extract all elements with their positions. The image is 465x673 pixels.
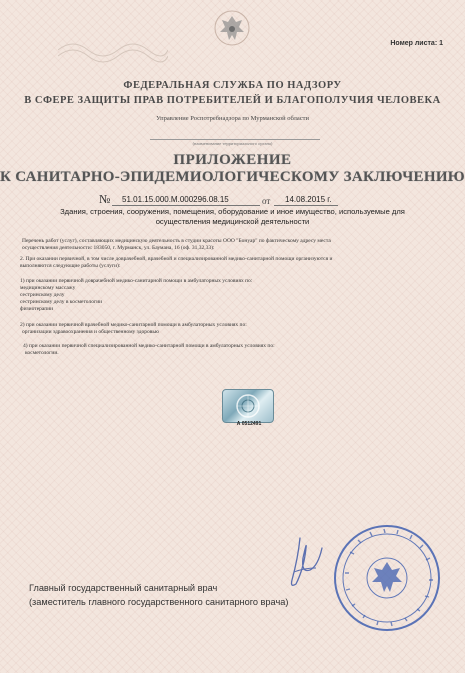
- decorative-ornament: [58, 36, 168, 64]
- hologram-pattern-icon: [223, 390, 273, 422]
- list-item: физиотерапии: [20, 306, 54, 312]
- list-item: медицинскому массажу: [20, 285, 76, 291]
- paragraph-line: 4) при оказании первичной специализированной медико-санитарной помощи в амбулаторных условиях по:: [23, 343, 275, 349]
- services-list: [20, 278, 320, 313]
- paragraph-1: [20, 238, 445, 252]
- divider: [112, 205, 260, 206]
- paragraph-2: [20, 256, 445, 270]
- territorial-agency: Управление Роспотребнадзора по Мурманской области: [156, 115, 309, 122]
- paragraph-3: [20, 322, 445, 336]
- conclusion-number: 51.01.15.000.М.000296.08.15: [122, 195, 229, 204]
- subject-line: осуществления медицинской деятельности: [155, 216, 310, 226]
- list-item: сестринскому делу: [20, 292, 65, 298]
- conclusion-date: 14.08.2015 г.: [285, 195, 332, 204]
- agency-header-line1: ФЕДЕРАЛЬНАЯ СЛУЖБА ПО НАДЗОРУ: [123, 80, 342, 91]
- list-item: сестринскому делу в косметологии: [20, 299, 103, 305]
- paragraph-line: 2) при оказании первичной врачебной медико-санитарной помощи в амбулаторных условиях по:: [20, 322, 247, 328]
- agency-note: (наименование территориального органа): [192, 141, 273, 146]
- signatory-deputy-title: (заместитель главного государственного санитарного врача): [29, 597, 289, 607]
- page-number: Номер листа: 1: [390, 40, 443, 47]
- subject-line: Здания, строения, сооружения, помещения, оборудование и иное имущество, используемые для: [60, 207, 405, 216]
- paragraph-line: косметологии.: [25, 350, 59, 356]
- paragraph-line: 2. При оказании первичной, в том числе доврачебной, врачебной и специализированной медико-санитарной помощи организуются и: [20, 256, 333, 262]
- date-label: от: [262, 196, 271, 206]
- coat-of-arms-emblem: [212, 8, 252, 48]
- paragraph-line: выполняются следующие работы (услуги):: [20, 263, 121, 269]
- agency-header-line2: В СФЕРЕ ЗАЩИТЫ ПРАВ ПОТРЕБИТЕЛЕЙ И БЛАГОПОЛУЧИЯ ЧЕЛОВЕКА: [24, 95, 441, 106]
- list-item: 1) при оказании первичной доврачебной медико-санитарной помощи в амбулаторных условиях по:: [20, 278, 253, 284]
- subject-text: [40, 207, 425, 226]
- hologram-icon: [222, 389, 274, 423]
- official-stamp-icon: [330, 518, 445, 638]
- document-subtitle: К САНИТАРНО-ЭПИДЕМИОЛОГИЧЕСКОМУ ЗАКЛЮЧЕНИЮ: [0, 169, 465, 185]
- paragraph-line: Перечень работ (услуг), составляющих медицинскую деятельность в студии красоты ООО "Бонуар" по фактическому адресу места: [22, 238, 331, 244]
- paragraph-line: осуществления деятельности: 183050, г. Мурманск, ул. Баумана, 16 (оф. 31,32,33):: [22, 245, 215, 251]
- divider: [150, 139, 320, 140]
- signatory-title: Главный государственный санитарный врач: [29, 583, 218, 593]
- number-label: №: [99, 192, 111, 206]
- divider: [274, 205, 338, 206]
- hologram-number: А 0512491: [236, 421, 262, 427]
- paragraph-4: [20, 343, 445, 357]
- document-title: ПРИЛОЖЕНИЕ: [173, 152, 292, 168]
- paragraph-line: организации здравоохранения и общественному здоровью: [22, 329, 160, 335]
